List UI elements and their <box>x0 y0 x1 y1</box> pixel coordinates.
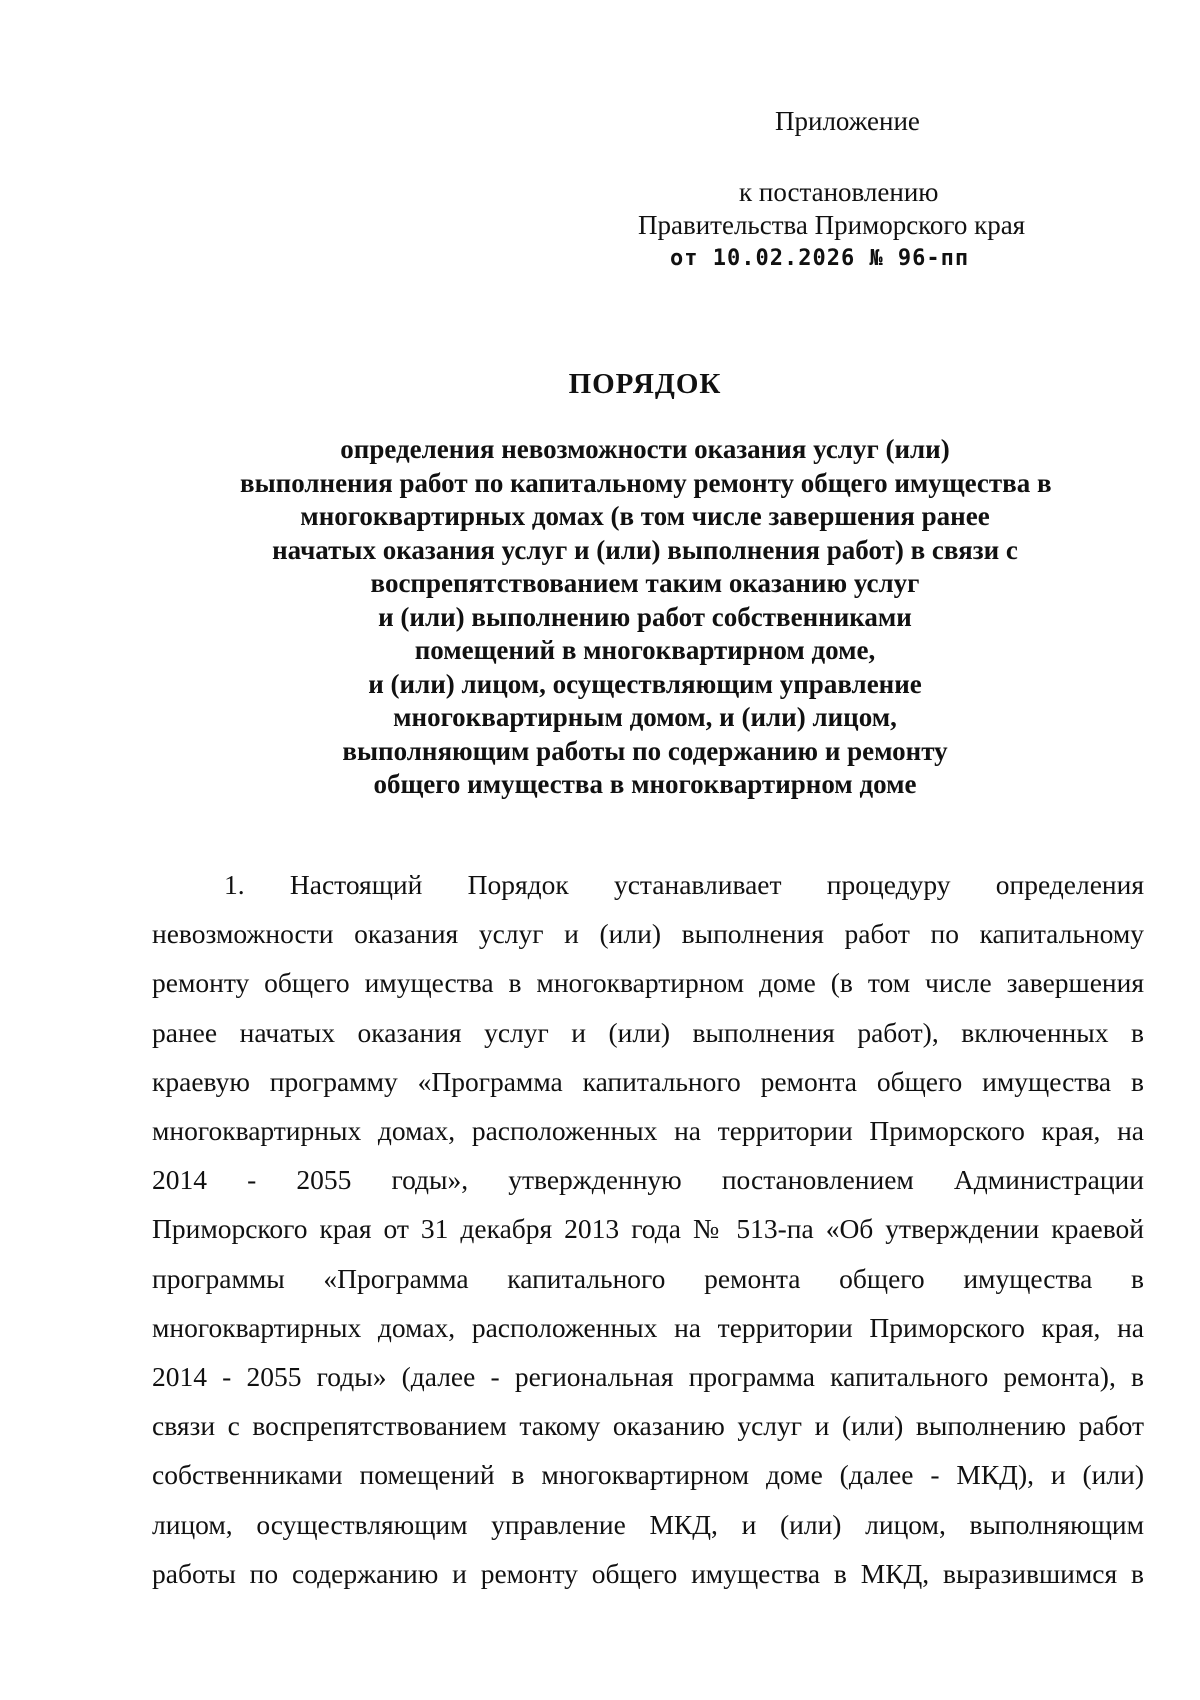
subtitle-line: помещений в многоквартирном доме, <box>414 635 876 665</box>
body-line: лицом, осуществляющим управление МКД, и (или) лицом, выполняющим <box>152 1508 1144 1540</box>
body-line: собственниками помещений в многоквартирном доме (далее - МКД), и (или) <box>152 1459 1144 1491</box>
appendix-reference: к постановлению <box>739 177 939 207</box>
document-title: ПОРЯДОК <box>568 368 722 400</box>
document-subtitle <box>240 433 1050 802</box>
body-line: невозможности оказания услуг и (или) выполнения работ по капитальному <box>152 918 1144 950</box>
body-line: ремонту общего имущества в многоквартирном доме (в том числе завершения <box>152 967 1144 999</box>
document-body <box>152 860 1144 1598</box>
body-line: ранее начатых оказания услуг и (или) выполнения работ), включенных в <box>152 1016 1144 1048</box>
subtitle-line: многоквартирным домом, и (или) лицом, <box>393 702 897 732</box>
appendix-government: Правительства Приморского края <box>638 210 1026 240</box>
body-line: 2014 - 2055 годы», утвержденную постановлением Администрации <box>152 1164 1144 1196</box>
body-line: программы «Программа капитального ремонта общего имущества в <box>152 1262 1144 1294</box>
resolution-number: от 10.02.2026 № 96-пп <box>670 246 970 271</box>
body-line: Приморского края от 31 декабря 2013 года № 513-па «Об утверждении краевой <box>152 1213 1144 1245</box>
subtitle-line: общего имущества в многоквартирном доме <box>373 769 917 799</box>
subtitle-line: выполняющим работы по содержанию и ремонту <box>342 735 948 766</box>
body-line: многоквартирных домах, расположенных на территории Приморского края, на <box>152 1115 1144 1147</box>
subtitle-line: и (или) лицом, осуществляющим управление <box>368 668 922 699</box>
appendix-title: Приложение <box>775 106 920 136</box>
body-line: связи с воспрепятствованием такому оказанию услуг и (или) выполнению работ <box>152 1410 1144 1442</box>
subtitle-line: и (или) выполнению работ собственниками <box>378 601 912 632</box>
subtitle-line: многоквартирных домах (в том числе завершения ранее <box>300 501 990 531</box>
subtitle-line: определения невозможности оказания услуг (или) <box>340 434 950 464</box>
body-line: краевую программу «Программа капитального ремонта общего имущества в <box>152 1065 1144 1097</box>
subtitle-line: начатых оказания услуг и (или) выполнения работ) в связи с <box>272 534 1018 565</box>
subtitle-line: выполнения работ по капитальному ремонту общего имущества в <box>240 467 1052 498</box>
body-line: 1. Настоящий Порядок устанавливает процедуру определения <box>224 869 1144 900</box>
body-line: работы по содержанию и ремонту общего имущества в МКД, выразившимся в <box>152 1557 1144 1589</box>
body-line: многоквартирных домах, расположенных на территории Приморского края, на <box>152 1311 1144 1343</box>
subtitle-line: воспрепятствованием таким оказанию услуг <box>370 568 920 598</box>
body-line: 2014 - 2055 годы» (далее - региональная программа капитального ремонта), в <box>152 1361 1144 1393</box>
